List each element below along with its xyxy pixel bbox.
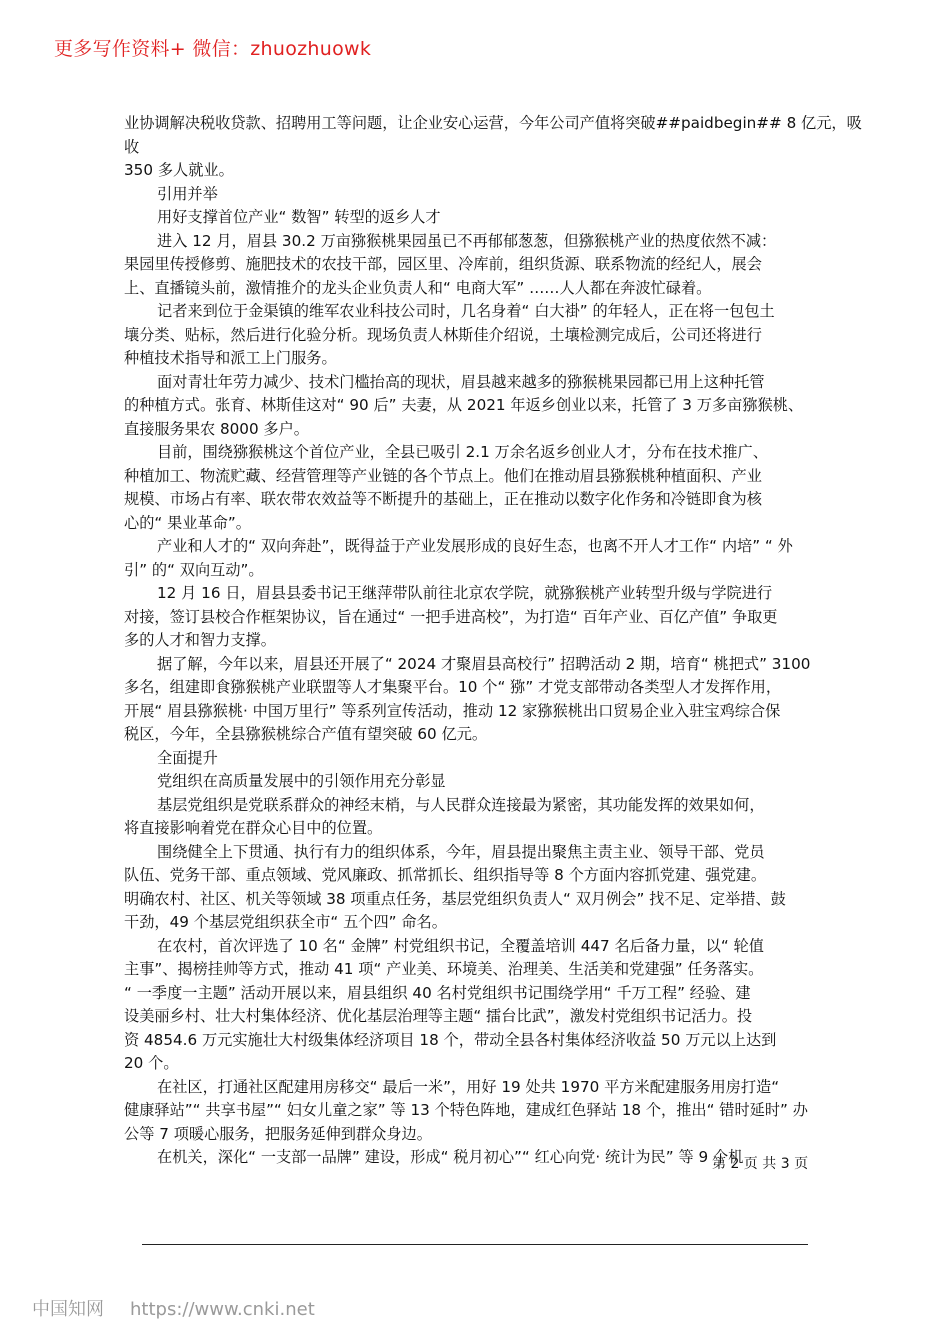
paragraph-start: 在机关，深化“ 一支部一品牌” 建设，形成“ 税月初心”“ 红心向党· 统计为民” 等 9 个机 [157,1148,744,1166]
text-line: 税区，今年，全县猕猴桃综合产值有望突破 60 亿元。 [124,725,488,743]
watermark-brand: 中国知网 [32,1299,104,1320]
text-line: “ 一季度一主题” 活动开展以来，眉县组织 40 名村党组织书记围绕学用“ 千万工程” 经验、建 [124,983,751,1002]
watermark [32,1295,315,1321]
section-subheading: 党组织在高质量发展中的引领作用充分彰显 [157,772,446,790]
text-line: 设美丽乡村、壮大村集体经济、优化基层治理等主题“ 擂台比武”，激发村党组织书记活力。投 [124,1007,753,1025]
text-line: 队伍、党务干部、重点领域、党风廉政、抓常抓长、组织指导等 8 个方面内容抓党建、强党建。 [124,866,767,884]
paragraph-start: 据了解，今年以来，眉县还开展了“ 2024 才聚眉县高校行” 招聘活动 2 期，培育“ 桃把式” 3100 [157,654,811,673]
text-line: 20 个。 [124,1054,179,1072]
text-line: 开展“ 眉县猕猴桃· 中国万里行” 等系列宣传活动，推动 12 家猕猴桃出口贸易企业入驻宝鸡综合保 [124,701,781,720]
paragraph-start: 基层党组织是党联系群众的神经末梢，与人民群众连接最为紧密，其功能发挥的效果如何， [157,795,765,814]
text-line: 业协调解决税收贷款、招聘用工等问题，让企业安心运营，今年公司产值将突破##paidbegin## 8 亿元，吸 [124,114,862,132]
text-line: 种植技术指导和派工上门服务。 [124,349,337,367]
paragraph-start: 在社区，打通社区配建用房移交“ 最后一米”，用好 19 处共 1970 平方米配建服务用房打造“ [157,1077,780,1096]
text-line: 果园里传授修剪、施肥技术的农技干部，园区里、冷库前，组织货源、联系物流的经纪人，展会 [124,255,762,273]
text-line: 引” 的“ 双向互动”。 [124,560,264,579]
text-line: 多名，组建即食猕猴桃产业联盟等人才集聚平台。10 个“ 猕” 才党支部带动各类型人才发挥作用， [124,678,782,696]
text-line: 壤分类、贴标，然后进行化验分析。现场负责人林斯佳介绍说，土壤检测完成后，公司还将进行 [124,325,762,344]
text-line: 上、直播镜头前，激情推介的龙头企业负责人和“ 电商大军” ……人人都在奔波忙碌着。 [124,278,712,297]
text-line: 直接服务果农 8000 多户。 [124,419,309,438]
text-line: 的种植方式。张育、林斯佳这对“ 90 后” 夫妻，从 2021 年返乡创业以来，托管了 3 万多亩猕猴桃、 [124,396,804,414]
text-line: 明确农村、社区、机关等领域 38 项重点任务，基层党组织负责人“ 双月例会” 找不足、定举措、鼓 [124,889,786,908]
watermark-url: https://www.cnki.net [130,1299,315,1320]
section-heading: 引用并举 [157,184,218,203]
text-line: 心的“ 果业革命”。 [124,513,251,532]
text-line: 资 4854.6 万元实施壮大村级集体经济项目 18 个，带动全县各村集体经济收益 50 万元以上达到 [124,1030,777,1049]
text-line: 主事”、揭榜挂帅等方式，推动 41 项“ 产业美、环境美、治理美、生活美和党建强” 任务落实。 [124,960,764,978]
page-number: 第 2 页 共 3 页 [712,1156,809,1172]
section-heading: 全面提升 [157,748,218,767]
paragraph-start: 围绕健全上下贯通、执行有力的组织体系，今年，眉县提出聚焦主责主业、领导干部、党员 [157,842,765,861]
promo-banner: 更多写作资料+ 微信：zhuozhuowk [54,38,372,60]
text-line: 将直接影响着党在群众心目中的位置。 [124,819,383,837]
text-line: 干劲，49 个基层党组织获全市“ 五个四” 命名。 [124,913,447,931]
paragraph-start: 目前，围绕猕猴桃这个首位产业，全县已吸引 2.1 万余名返乡创业人才，分布在技术推广、 [157,443,768,461]
text-line: 公等 7 项暖心服务，把服务延伸到群众身边。 [124,1124,432,1143]
paragraph-start: 面对青壮年劳力减少、技术门槛抬高的现状，眉县越来越多的猕猴桃果园都已用上这种托管 [157,372,765,391]
text-line: 规模、市场占有率、联农带农效益等不断提升的基础上，正在推动以数字化作务和冷链即食为核 [124,490,762,508]
text-line: 多的人才和智力支撑。 [124,631,276,649]
paragraph-start: 记者来到位于金渠镇的维军农业科技公司时，几名身着“ 白大褂” 的年轻人，正在将一包包土 [157,302,775,320]
document-body [124,112,950,1170]
text-line: 对接，签订县校合作框架协议，旨在通过“ 一把手进高校”，为打造“ 百年产业、百亿产值” 争取更 [124,607,778,626]
section-subheading: 用好支撑首位产业“ 数智” 转型的返乡人才 [157,208,441,226]
paragraph-start: 进入 12 月，眉县 30.2 万亩猕猴桃果园虽已不再郁郁葱葱，但猕猴桃产业的热度依然不减： [157,231,777,250]
text-line: 健康驿站”“ 共享书屋”“ 妇女儿童之家” 等 13 个特色阵地，建成红色驿站 18 个，推出“ 错时延时” 办 [124,1101,808,1119]
paragraph-start: 在农村，首次评选了 10 名“ 金牌” 村党组织书记，全覆盖培训 447 名后备力量，以“ 轮值 [157,936,764,955]
footer-divider [142,1244,808,1245]
text-line: 种植加工、物流贮藏、经营管理等产业链的各个节点上。他们在推动眉县猕猴桃种植面积、产业 [124,466,762,485]
text-line: 收 [124,137,140,156]
paragraph-start: 产业和人才的“ 双向奔赴”，既得益于产业发展形成的良好生态，也离不开人才工作“ 内培” “ 外 [157,537,793,555]
paragraph-start: 12 月 16 日，眉县县委书记王继萍带队前往北京农学院，就猕猴桃产业转型升级与学院进行 [157,584,773,602]
text-line: 350 多人就业。 [124,161,234,179]
